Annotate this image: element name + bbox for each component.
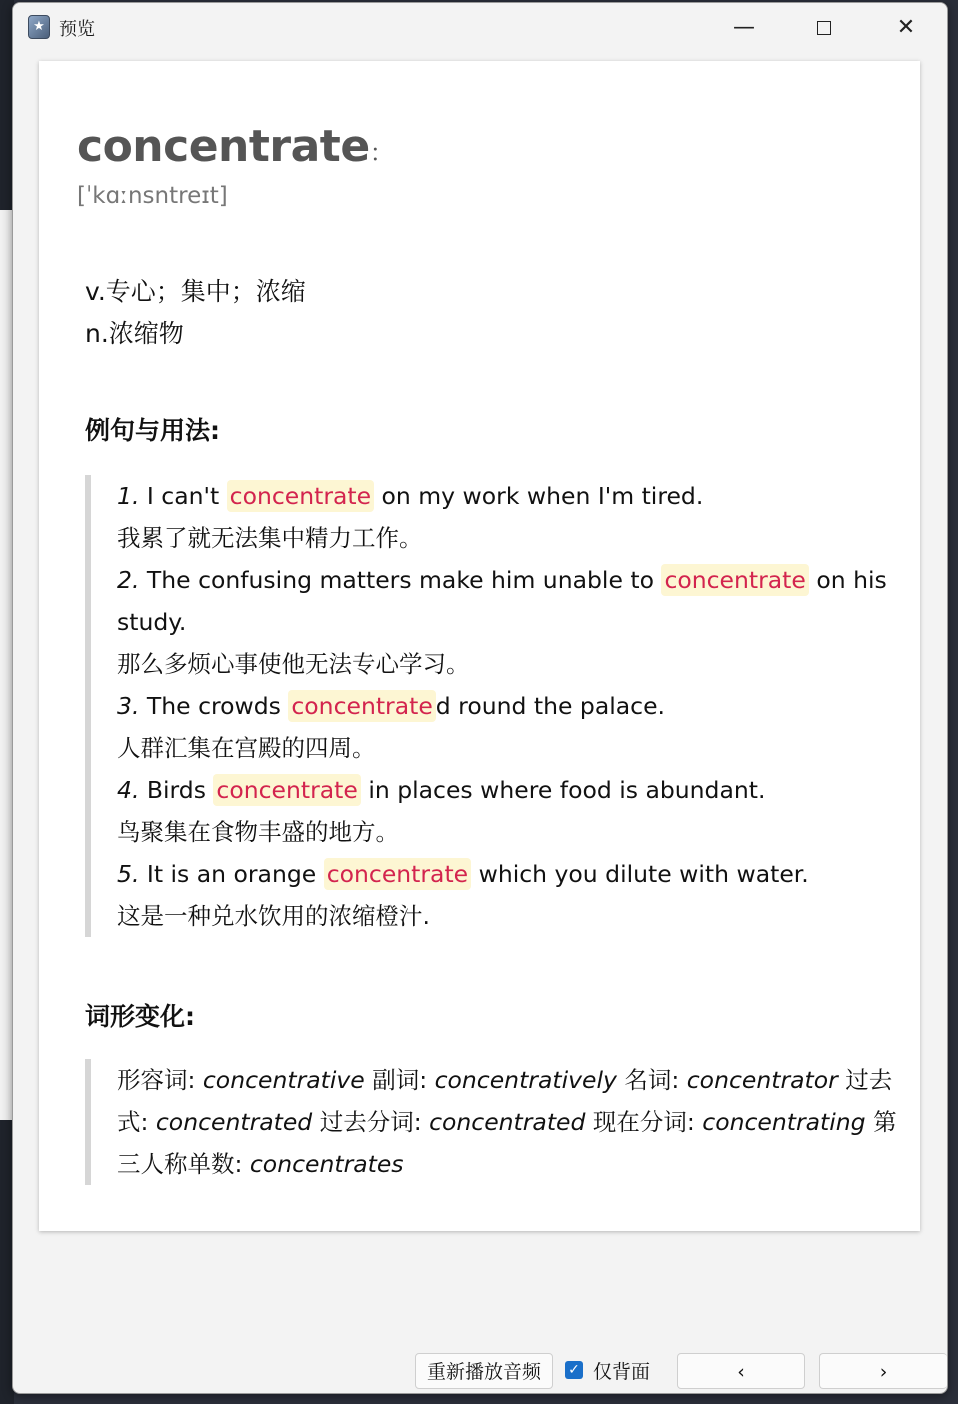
replay-audio-button[interactable]: 重新播放音频 xyxy=(415,1353,553,1389)
headword-colon: ： xyxy=(369,139,394,167)
form-value: concentrated xyxy=(429,1108,586,1136)
example-text: on his study. xyxy=(117,566,895,636)
example-translation: 我累了就无法集中精力工作。 xyxy=(117,524,423,552)
example-number: 1. xyxy=(117,482,140,510)
definitions xyxy=(85,271,306,355)
highlighted-word: concentrate xyxy=(324,858,471,890)
example-text: Birds xyxy=(139,776,214,804)
window-title: 预览 xyxy=(59,19,95,40)
example-translation: 这是一种兑水饮用的浓缩橙汁. xyxy=(117,902,430,930)
form-value: concentrative xyxy=(202,1066,365,1094)
chevron-left-icon: ‹ xyxy=(737,1361,745,1383)
title-bar[interactable] xyxy=(13,3,947,53)
example-translation: 人群汇集在宫殿的四周。 xyxy=(117,734,376,762)
form-label: 形容词: xyxy=(117,1066,203,1094)
close-button[interactable] xyxy=(883,11,929,45)
forms-block xyxy=(85,1059,917,1185)
example-text: d round the palace. xyxy=(435,692,666,720)
example-sentence xyxy=(117,769,917,811)
example-text: which you dilute with water. xyxy=(471,860,809,888)
example-text: on my work when I'm tired. xyxy=(374,482,704,510)
example-sentence xyxy=(117,475,917,517)
form-label: 过去式: xyxy=(117,1066,893,1136)
form-label: 现在分词: xyxy=(585,1108,703,1136)
form-label: 过去分词: xyxy=(312,1108,430,1136)
example-number: 3. xyxy=(117,692,140,720)
example-sentence xyxy=(117,853,917,895)
definition-line: v.专心；集中；浓缩 xyxy=(85,277,306,306)
definition-line: n.浓缩物 xyxy=(85,319,184,348)
form-value: concentrator xyxy=(686,1066,838,1094)
previous-button[interactable] xyxy=(677,1353,805,1389)
examples-block xyxy=(85,475,917,937)
example-translation: 鸟聚集在食物丰盛的地方。 xyxy=(117,818,399,846)
example-number: 4. xyxy=(117,776,140,804)
example-translation: 那么多烦心事使他无法专心学习。 xyxy=(117,650,470,678)
forms-title: 词形变化: xyxy=(85,1002,195,1031)
app-icon: ★ xyxy=(28,15,50,39)
chevron-right-icon: › xyxy=(879,1361,888,1383)
back-only-label: 仅背面 xyxy=(593,1361,651,1383)
minimize-button[interactable] xyxy=(721,11,767,45)
maximize-button[interactable] xyxy=(801,11,847,45)
bottom-toolbar xyxy=(13,1349,947,1393)
phonetic: [ˈkɑːnsntreɪt] xyxy=(77,183,228,209)
example-text: It is an orange xyxy=(139,860,324,888)
form-label: 副词: xyxy=(364,1066,435,1094)
form-label: 名词: xyxy=(616,1066,687,1094)
card-content xyxy=(39,61,920,1231)
example-number: 5. xyxy=(117,860,140,888)
headword-text: concentrate xyxy=(77,121,370,172)
form-value: concentrating xyxy=(702,1108,866,1136)
form-value: concentratively xyxy=(434,1066,617,1094)
example-text: The crowds xyxy=(139,692,289,720)
example-text: I can't xyxy=(139,482,227,510)
form-value: concentrated xyxy=(155,1108,313,1136)
highlighted-word: concentrate xyxy=(227,480,374,512)
close-icon: ✕ xyxy=(896,15,916,40)
preview-window xyxy=(12,2,948,1394)
highlighted-word: concentrate xyxy=(213,774,360,806)
example-number: 2. xyxy=(117,566,140,594)
highlighted-word: concentrate xyxy=(661,564,808,596)
next-button[interactable] xyxy=(819,1353,947,1389)
back-only-checkbox[interactable] xyxy=(565,1361,583,1379)
form-label: 第三人称单数: xyxy=(117,1108,897,1178)
maximize-icon xyxy=(817,21,831,35)
minimize-icon: — xyxy=(733,15,755,40)
headword xyxy=(77,121,393,172)
example-sentence xyxy=(117,559,917,643)
form-value: concentrates xyxy=(249,1150,404,1178)
example-text: in places where food is abundant. xyxy=(360,776,766,804)
highlighted-word: concentrate xyxy=(288,690,435,722)
check-icon: ✓ xyxy=(568,1362,580,1378)
example-text: The confusing matters make him unable to xyxy=(139,566,662,594)
examples-title: 例句与用法: xyxy=(85,416,220,445)
example-sentence xyxy=(117,685,917,727)
